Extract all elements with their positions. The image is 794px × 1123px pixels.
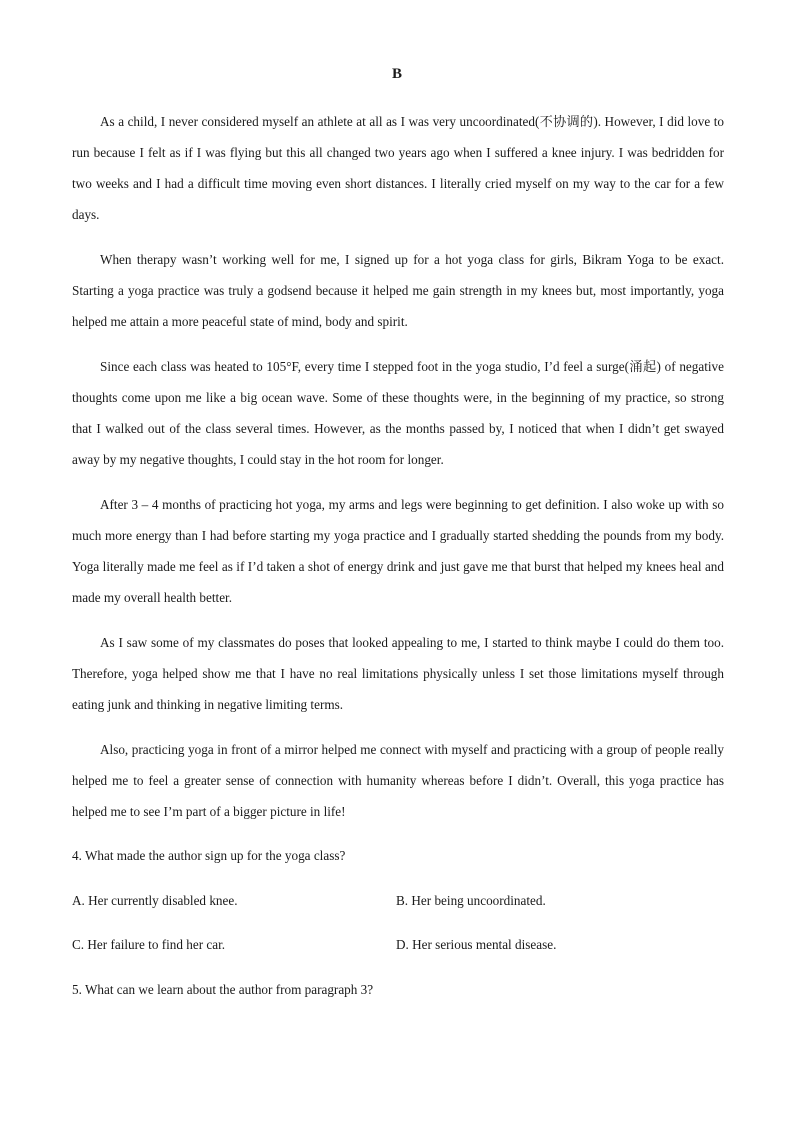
paragraph-3: Since each class was heated to 105°F, every time I stepped foot in the yoga studio, I’d feel a surge(涌起) of negative thoughts come upon me like a big ocean wave. Some of these thoughts were, in the beginning of my practice, so strong that I walked out of the class several times. However, as the months passed by, I noticed that when I didn’t get swayed away by my negative thoughts, I could stay in the hot room for longer. bbox=[72, 359, 724, 467]
question-4-stem: 4. What made the author sign up for the yoga class? bbox=[72, 848, 346, 863]
paragraph-6: Also, practicing yoga in front of a mirror helped me connect with myself and practicing with a group of people really helped me to feel a greater sense of connection with humanity whereas before I didn’t. Overall, this yoga practice has helped me to see I’m part of a bigger picture in life! bbox=[72, 742, 724, 819]
paragraph-1: As a child, I never considered myself an athlete at all as I was very uncoordinated(不协调的). However, I did love to run because I felt as if I was flying but this all changed two years ago when I suffered a knee injury. I was bedridden for two weeks and I had a difficult time moving even short distances. I literally cried myself on my way to the car for a few days. bbox=[72, 114, 724, 222]
paragraph-4: After 3 – 4 months of practicing hot yoga, my arms and legs were beginning to get definition. I also woke up with so much more energy than I had before starting my yoga practice and I gradually started shedding the pounds from my body. Yoga literally made me feel as if I’d taken a shot of energy drink and just gave me that burst that helped my knees heal and made my overall health better. bbox=[72, 497, 724, 605]
question-4-option-a: A. Her currently disabled knee. bbox=[72, 893, 238, 908]
question-4-option-c: C. Her failure to find her car. bbox=[72, 937, 226, 952]
question-5-stem: 5. What can we learn about the author from paragraph 3? bbox=[72, 982, 374, 997]
paragraph-2: When therapy wasn’t working well for me, I signed up for a hot yoga class for girls, Bikram Yoga to be exact. Starting a yoga practice was truly a godsend because it helped me gain strength in my knees but, most importantly, yoga helped me attain a more peaceful state of mind, body and spirit. bbox=[72, 252, 724, 329]
paragraph-5: As I saw some of my classmates do poses that looked appealing to me, I started to think maybe I could do them too. Therefore, yoga helped show me that I have no real limitations physically unless I set those limitations myself through eating junk and thinking in negative limiting terms. bbox=[72, 635, 724, 712]
question-4-option-b: B. Her being uncoordinated. bbox=[396, 893, 546, 908]
section-title: B bbox=[391, 66, 402, 82]
question-4-option-d: D. Her serious mental disease. bbox=[396, 937, 557, 952]
